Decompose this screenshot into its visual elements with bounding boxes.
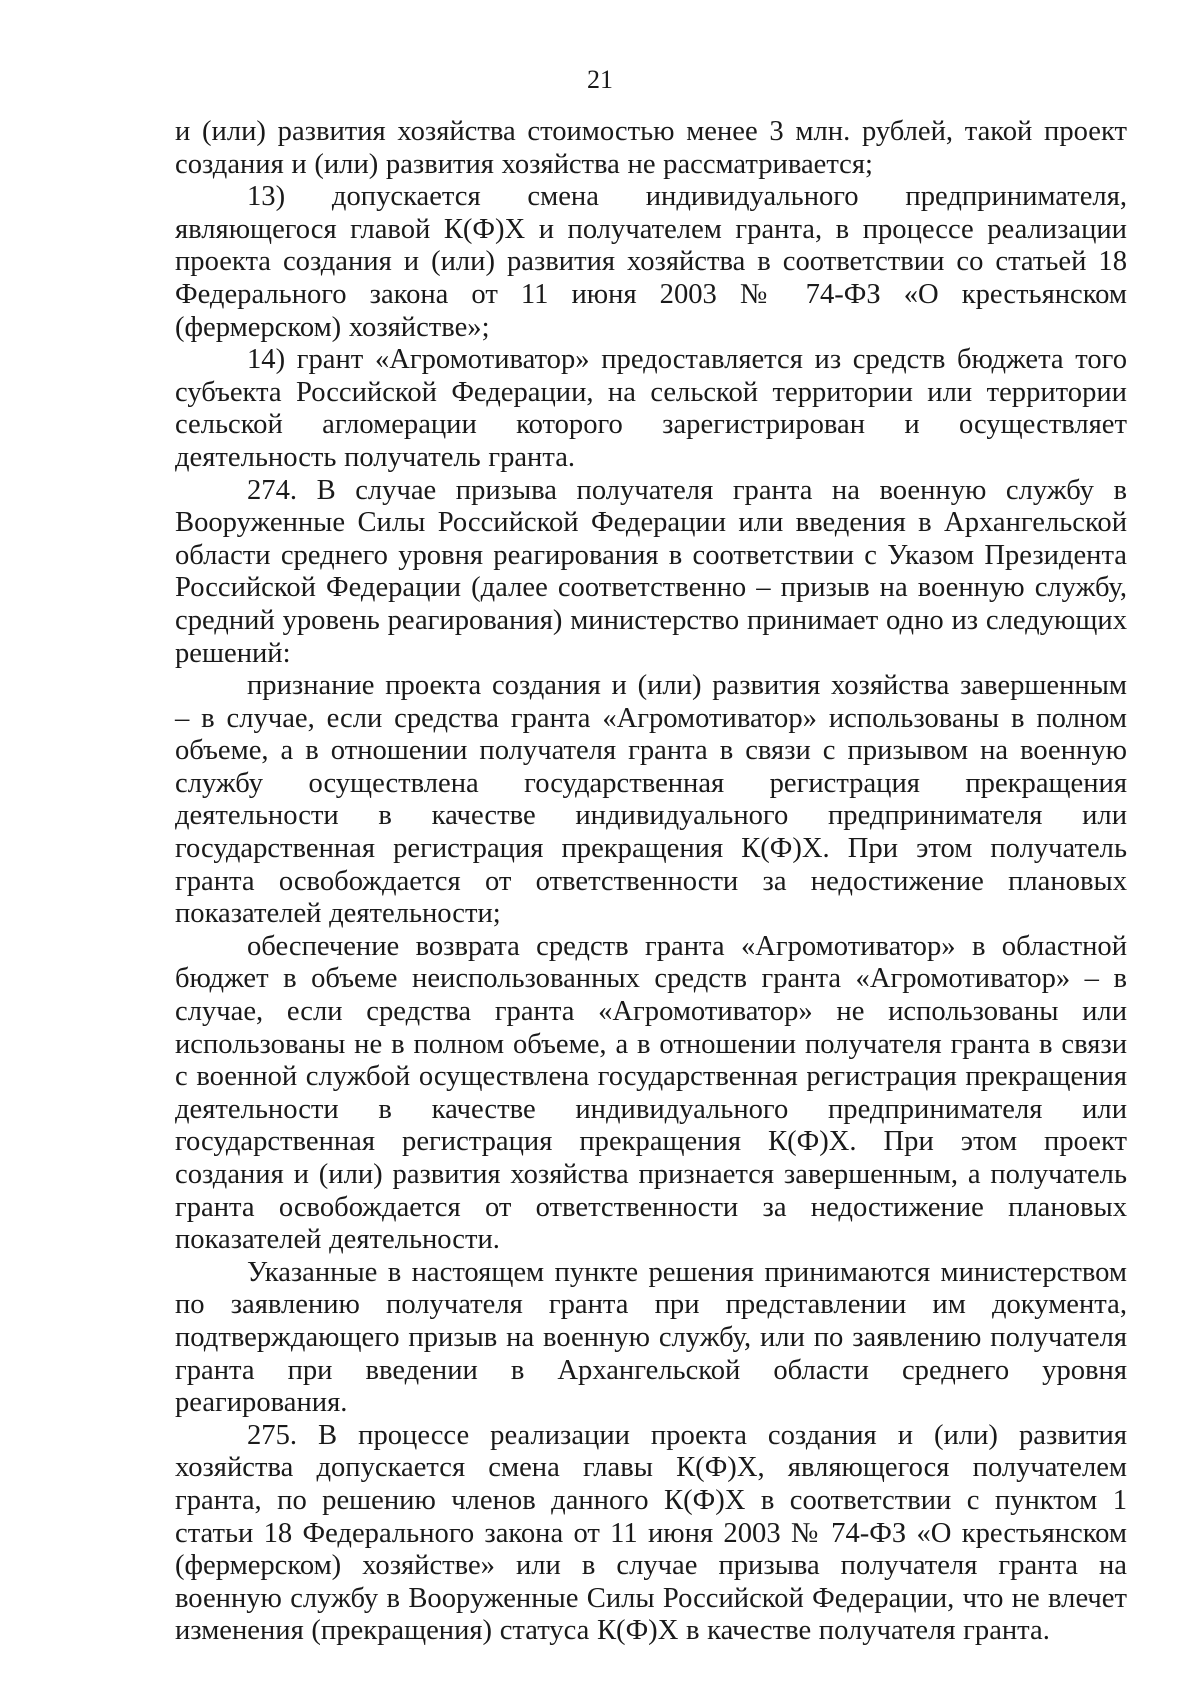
- paragraph-continuation: и (или) развития хозяйства стоимостью менее 3 млн. рублей, такой проект создания и (или) развития хозяйства не рассматривается;: [175, 116, 1127, 180]
- paragraph-decisions-adopted: Указанные в настоящем пункте решения принимаются министерством по заявлению получателя гранта при представлении им документа, подтверждающего призыв на военную службу, или по заявлению получателя гранта при введении в Архангельской области среднего уровня реагирования.: [175, 1256, 1127, 1419]
- paragraph-clause-275: 275. В процессе реализации проекта создания и (или) развития хозяйства допускается смена главы К(Ф)Х, являющегося получателем гранта, по решению членов данного К(Ф)Х в соответствии с пунктом 1 статьи 18 Федерального закона от 11 июня 2003 № 74-ФЗ «О крестьянском (фермерском) хозяйстве» или в случае призыва получателя гранта на военную службу в Вооруженные Силы Российской Федерации, что не влечет изменения (прекращения) статуса К(Ф)Х в качестве получателя гранта.: [175, 1419, 1127, 1647]
- document-body: [175, 116, 1127, 1648]
- paragraph-decision-completed: признание проекта создания и (или) развития хозяйства завершенным – в случае, если средства гранта «Агромотиватор» использованы в полном объеме, а в отношении получателя гранта в связи с призывом на военную службу осуществлена государственная регистрация прекращения деятельности в качестве индивидуального предпринимателя или государственная регистрация прекращения К(Ф)Х. При этом получатель гранта освобождается от ответственности за недостижение плановых показателей деятельности;: [175, 670, 1127, 930]
- page-number: 21: [587, 65, 613, 94]
- paragraph-item-13: 13) допускается смена индивидуального предпринимателя, являющегося главой К(Ф)Х и получателем гранта, в процессе реализации проекта создания и (или) развития хозяйства в соответствии со статьей 18 Федерального закона от 11 июня 2003 № 74-ФЗ «О крестьянском (фермерском) хозяйстве»;: [175, 181, 1127, 343]
- paragraph-clause-274: 274. В случае призыва получателя гранта на военную службу в Вооруженные Силы Российской Федерации или введения в Архангельской области среднего уровня реагирования в соответствии с Указом Президента Российской Федерации (далее соответственно – призыв на военную службу, средний уровень реагирования) министерство принимает одно из следующих решений:: [175, 474, 1127, 669]
- paragraph-decision-refund: обеспечение возврата средств гранта «Агромотиватор» в областной бюджет в объеме неиспользованных средств гранта «Агромотиватор» – в случае, если средства гранта «Агромотиватор» не использованы или использованы не в полном объеме, а в отношении получателя гранта в связи с военной службой осуществлена государственная регистрация прекращения деятельности в качестве индивидуального предпринимателя или государственная регистрация прекращения К(Ф)Х. При этом проект создания и (или) развития хозяйства признается завершенным, а получатель гранта освобождается от ответственности за недостижение плановых показателей деятельности.: [175, 930, 1127, 1256]
- paragraph-item-14: 14) грант «Агромотиватор» предоставляется из средств бюджета того субъекта Российской Федерации, на сельской территории или территории сельской агломерации которого зарегистрирован и осуществляет деятельность получатель гранта.: [175, 344, 1127, 473]
